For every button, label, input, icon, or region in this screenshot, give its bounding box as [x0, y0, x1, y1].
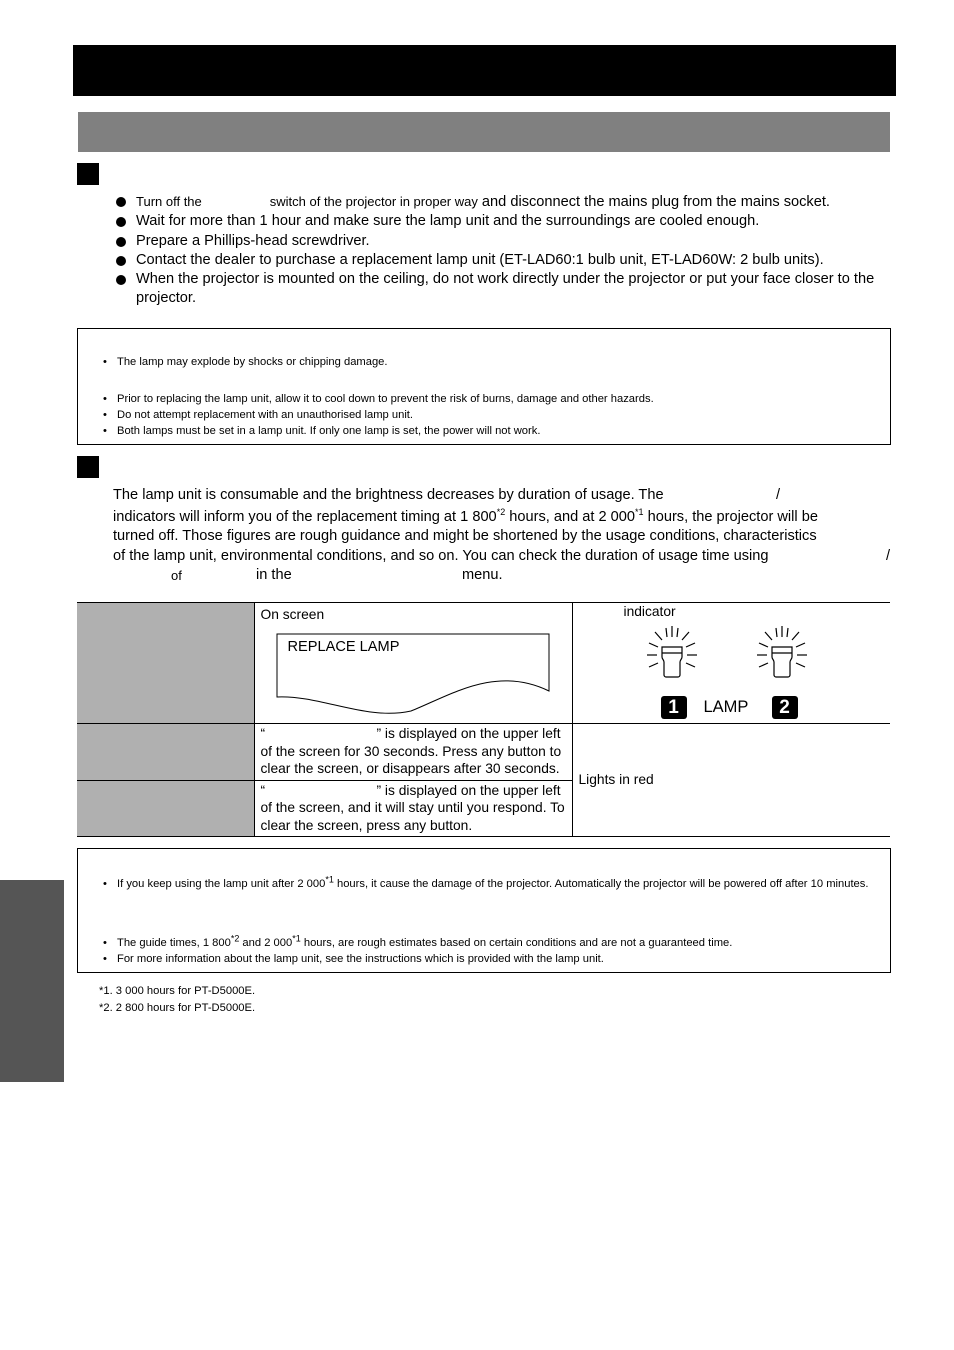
caution-list-2 — [103, 391, 873, 439]
lamp-1-badge: 1 — [661, 696, 687, 719]
list-item: • Prior to replacing the lamp unit, allow it to cool down to prevent the risk of burns, damage and other hazards. — [103, 391, 873, 407]
list-item: • If you keep using the lamp unit after 2 000$^{*1}$ hours, it cause the damage of the projector. Automatically the projector will be powered off after 10 minutes. — [103, 876, 883, 892]
table-label-cell — [77, 724, 254, 781]
footnote: *1. 3 000 hours for PT-D5000E. — [99, 985, 256, 997]
table-label-cell — [77, 603, 254, 724]
bullet-icon — [116, 256, 126, 266]
list-item: • The guide times, 1 800$^{*2}$ and 2 000$^{*1}$ hours, are rough estimates based on certain conditions and are not a guaranteed time. — [103, 935, 883, 951]
message-cell: “ ” is displayed on the upper left of the screen for 30 seconds. Press any button to clear the screen, or disappears after 30 seconds. — [254, 724, 572, 781]
table-row — [77, 603, 890, 724]
caution-box — [77, 328, 891, 445]
list-item: Contact the dealer to purchase a replacement lamp unit (ET-LAD60:1 bulb unit, ET-LAD60W: 2 bulb units). — [113, 251, 903, 270]
list-item: • Both lamps must be set in a lamp unit. If only one lamp is set, the power will not work. — [103, 423, 873, 439]
list-item: Wait for more than 1 hour and make sure the lamp unit and the surroundings are cooled enough. — [113, 212, 903, 231]
list-item: • For more information about the lamp unit, see the instructions which is provided with the lamp unit. — [103, 951, 883, 967]
footnote: *2. 2 800 hours for PT-D5000E. — [99, 1002, 256, 1014]
list-item: Turn off the switch of the projector in proper way and disconnect the mains plug from the mains socket. — [113, 192, 903, 212]
bullet-icon — [116, 237, 126, 247]
list-item: • Do not attempt replacement with an unauthorised lamp unit. — [103, 407, 873, 423]
section-marker-square — [77, 456, 99, 478]
section-marker-square — [77, 163, 99, 185]
bullet-icon — [116, 275, 126, 285]
side-chapter-tab — [0, 880, 64, 1082]
on-screen-cell: On screen REPLACE LAMP — [254, 603, 572, 724]
lamp-blink-icon — [741, 623, 821, 679]
note-box — [77, 848, 891, 973]
message-cell: “ ” is displayed on the upper left of the screen, and it will stay until you respond. To clear the screen, press any button. — [254, 780, 572, 837]
table-row — [77, 724, 890, 781]
precheck-list — [113, 192, 903, 309]
lamp-blink-icon — [631, 623, 711, 679]
bullet-icon — [116, 197, 126, 207]
section-header-bar — [78, 112, 890, 152]
table-label-cell — [77, 780, 254, 837]
list-item: • The lamp may explode by shocks or chipping damage. — [103, 354, 873, 370]
indicator-status-cell: Lights in red — [572, 724, 890, 837]
lamp-replacement-table — [77, 602, 890, 837]
lamp-2-badge: 2 — [772, 696, 798, 719]
caution-list-1 — [103, 354, 873, 370]
note-list-1 — [103, 876, 883, 892]
chapter-header-bar — [73, 45, 896, 96]
footnotes — [99, 983, 255, 1017]
note-list-2 — [103, 935, 883, 967]
bullet-icon — [116, 217, 126, 227]
indicator-cell: indicator 1 LAMP 2 — [572, 603, 890, 724]
timing-paragraph: The lamp unit is consumable and the brightness decreases by duration of usage. The / indicators will inform you of the replacement timing at 1 800$^{*2}$ hours, and at 2 000$^{*1}$ hours, the projector will be turned off. Those figures are rough guidance and might be shortened by the usage conditions, characteristics of the lamp unit, environmental conditions, and so on. You can check the duration of usage time using / of in the menu. — [113, 487, 891, 583]
list-item: Prepare a Phillips-head screwdriver. — [113, 232, 903, 251]
list-item: When the projector is mounted on the ceiling, do not work directly under the projector or put your face closer to the projector. — [113, 270, 903, 309]
